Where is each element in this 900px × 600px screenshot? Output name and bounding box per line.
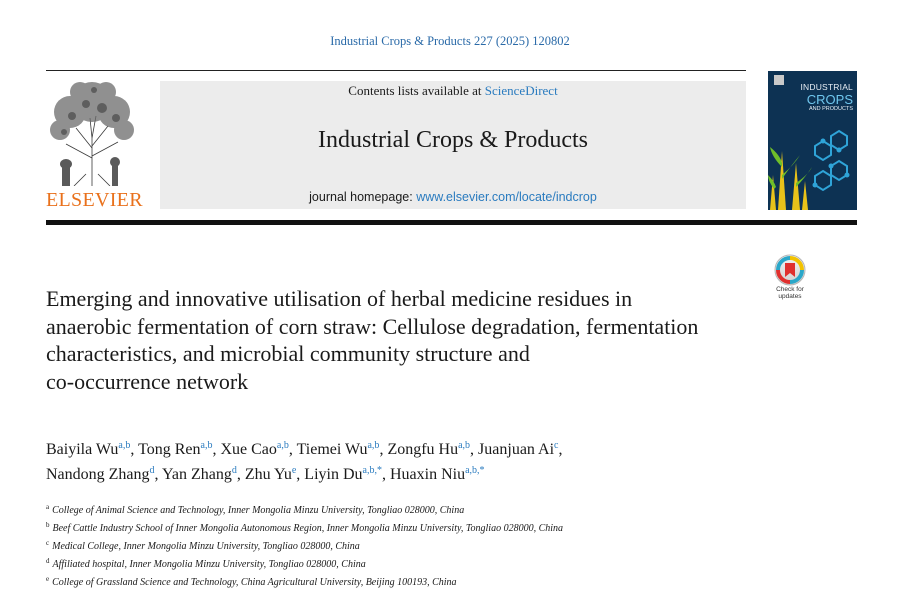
author-affil-ref[interactable]: a,b	[458, 440, 471, 451]
contents-prefix: Contents lists available at	[348, 83, 485, 98]
affiliation-key: e	[46, 575, 50, 583]
author-separator: ,	[212, 441, 221, 458]
title-line: co-occurrence network	[46, 368, 249, 394]
affiliation-list	[46, 502, 866, 592]
author-affil-ref[interactable]: c	[554, 440, 559, 451]
affiliation-key: b	[46, 521, 50, 529]
affiliation-text: Affiliated hospital, Inner Mongolia Minzu University, Tongliao 028000, China	[52, 559, 366, 570]
article-title	[46, 285, 756, 395]
header-divider	[46, 220, 857, 225]
journal-title: Industrial Crops & Products	[318, 127, 588, 153]
author-separator: ,	[288, 441, 297, 458]
author-name[interactable]: Baiyila Wu	[46, 441, 119, 458]
title-line: anaerobic fermentation of corn straw: Cellulose degradation, fermentation	[46, 313, 699, 339]
author-line-2	[46, 462, 846, 487]
author-affil-ref[interactable]: d	[149, 465, 155, 476]
title-line: Emerging and innovative utilisation of herbal medicine residues in	[46, 286, 633, 311]
author-name[interactable]: Tong Ren	[138, 441, 201, 458]
cover-title-line2: CROPS	[806, 91, 853, 107]
affiliation-key: d	[46, 557, 50, 565]
affiliation-text: College of Grassland Science and Technology, China Agricultural University, Beijing 100193, China	[52, 577, 457, 588]
author-separator: ,	[381, 466, 390, 483]
author-affil-ref[interactable]: a,b	[367, 440, 380, 451]
affiliation-item	[46, 502, 866, 520]
affiliation-item	[46, 538, 866, 556]
author-name[interactable]: Huaxin Niu	[389, 466, 466, 483]
sciencedirect-link[interactable]: ScienceDirect	[484, 83, 558, 98]
author-affil-ref[interactable]: e	[291, 465, 297, 476]
author-name[interactable]: Zongfu Hu	[387, 441, 459, 458]
author-line-1	[46, 437, 846, 462]
author-affil-ref[interactable]: a,b	[276, 440, 289, 451]
top-divider	[46, 70, 746, 71]
author-separator: ,	[130, 441, 139, 458]
author-name[interactable]: Juanjuan Ai	[478, 441, 555, 458]
author-separator: ,	[296, 466, 305, 483]
author-separator: ,	[558, 441, 563, 458]
affiliation-key: a	[46, 503, 50, 511]
author-affil-ref[interactable]: a,b,*	[465, 465, 485, 476]
cover-title-line1: INDUSTRIAL	[800, 82, 853, 92]
affiliation-text: College of Animal Science and Technology, Inner Mongolia Minzu University, Tongliao 028000, China	[52, 505, 465, 516]
author-separator: ,	[379, 441, 388, 458]
journal-homepage	[160, 190, 746, 204]
author-name[interactable]: Liyin Du	[304, 466, 363, 483]
author-name[interactable]: Yan Zhang	[161, 466, 232, 483]
author-affil-ref[interactable]: d	[231, 465, 237, 476]
author-name[interactable]: Tiemei Wu	[296, 441, 368, 458]
affiliation-text: Medical College, Inner Mongolia Minzu University, Tongliao 028000, China	[52, 541, 360, 552]
author-separator: ,	[236, 466, 245, 483]
cover-title-line3: AND PRODUCTS	[808, 105, 853, 112]
author-separator: ,	[470, 441, 479, 458]
affiliation-text: Beef Cattle Industry School of Inner Mongolia Autonomous Region, Inner Mongolia Minzu University, Tongliao 028000, China	[52, 523, 564, 534]
journal-citation[interactable]: Industrial Crops & Products 227 (2025) 120802	[330, 34, 570, 48]
check-for-updates-label[interactable]: Check for updates	[776, 286, 804, 300]
contents-availability	[160, 83, 746, 99]
affiliation-item	[46, 574, 866, 592]
author-affil-ref[interactable]: a,b	[118, 440, 131, 451]
affiliation-item	[46, 520, 866, 538]
affiliation-key: c	[46, 539, 50, 547]
homepage-prefix: journal homepage:	[309, 190, 417, 204]
affiliation-item	[46, 556, 866, 574]
title-line: characteristics, and microbial community structure and	[46, 341, 530, 366]
elsevier-wordmark[interactable]: ELSEVIER	[46, 189, 143, 211]
homepage-link[interactable]: www.elsevier.com/locate/indcrop	[416, 190, 597, 204]
author-name[interactable]: Nandong Zhang	[46, 466, 150, 483]
journal-cover-thumbnail[interactable]	[768, 71, 857, 210]
author-name[interactable]: Xue Cao	[220, 441, 277, 458]
author-separator: ,	[154, 466, 162, 483]
author-name[interactable]: Zhu Yu	[244, 466, 292, 483]
author-affil-ref[interactable]: a,b	[200, 440, 213, 451]
author-list	[46, 437, 846, 487]
author-affil-ref[interactable]: a,b,*	[362, 465, 382, 476]
